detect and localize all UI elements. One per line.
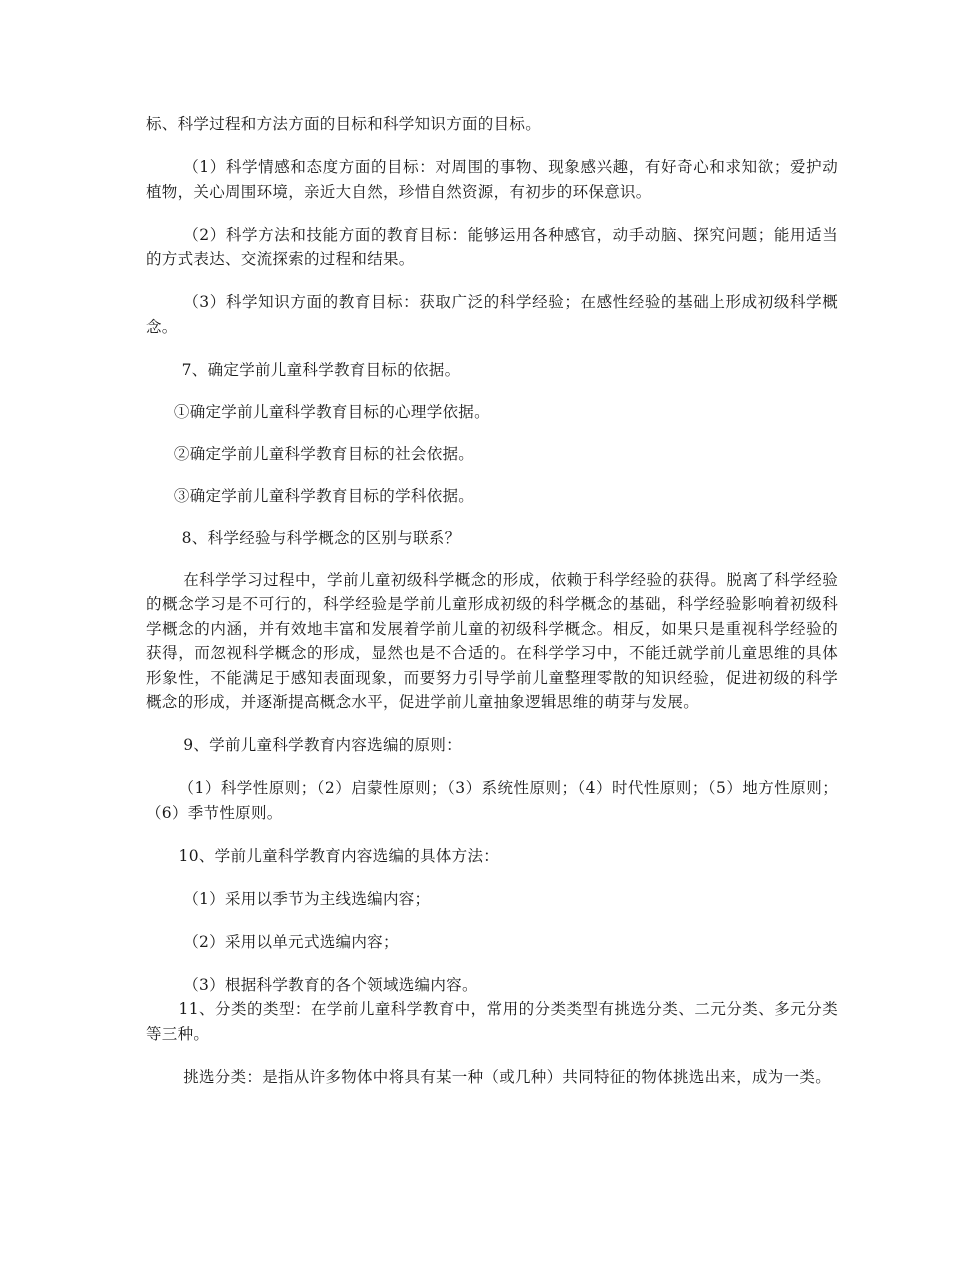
paragraph-classification-types: 11、分类的类型：在学前儿童科学教育中，常用的分类类型有挑选分类、二元分类、多元分类等三种。 (146, 1000, 838, 1043)
paragraph-goal-method-skill: （2）科学方法和技能方面的教育目标：能够运用各种感官，动手动脑、探究问题；能用适当的方式表达、交流探索的过程和结果。 (146, 225, 838, 268)
list-item-method-season: （1）采用以季节为主线选编内容； (183, 889, 431, 908)
paragraph-selection-principles: （1）科学性原则；（2）启蒙性原则；（3）系统性原则；（4）时代性原则；（5）地方性原则；（6）季节性原则。 (146, 779, 838, 822)
list-item-method-unit: （2）采用以单元式选编内容； (183, 932, 399, 951)
heading-question-9: 9、学前儿童科学教育内容选编的原则： (183, 736, 462, 754)
list-item-basis-discipline: ③确定学前儿童科学教育目标的学科依据。 (173, 486, 475, 505)
heading-question-10: 10、学前儿童科学教育内容选编的具体方法： (178, 846, 500, 865)
paragraph-goal-categories-end: 标、科学过程和方法方面的目标和科学知识方面的目标。 (146, 115, 542, 133)
paragraph-experience-concept: 在科学学习过程中，学前儿童初级科学概念的形成，依赖于科学经验的获得。脱离了科学经验的概念学习是不可行的，科学经验是学前儿童形成初级的科学概念的基础，科学经验影响着初级科学概念的内涵，并有效地丰富和发展着学前儿童的初级科学概念。相反，如果只是重视科学经验的获得，而忽视科学概念的形成，显然也是不合适的。在科学学习中，不能迁就学前儿童思维的具体形象性，不能满足于感知表面现象，而要努力引导学前儿童整理零散的知识经验，促进初级的科学概念的形成，并逐渐提高概念水平，促进学前儿童抽象逻辑思维的萌芽与发展。 (146, 570, 838, 711)
list-item-basis-psychology: ①确定学前儿童科学教育目标的心理学依据。 (173, 402, 490, 421)
paragraph-selection-classification: 挑选分类：是指从许多物体中将具有某一种（或几种）共同特征的物体挑选出来，成为一类。 (183, 1067, 831, 1086)
list-item-method-domain: （3）根据科学教育的各个领域选编内容。 (183, 975, 478, 994)
paragraph-goal-emotion-attitude: （1）科学情感和态度方面的目标：对周围的事物、现象感兴趣，有好奇心和求知欲；爱护动植物，关心周围环境，亲近大自然，珍惜自然资源，有初步的环保意识。 (146, 158, 838, 201)
list-item-basis-society: ②确定学前儿童科学教育目标的社会依据。 (173, 444, 475, 463)
paragraph-goal-knowledge: （3）科学知识方面的教育目标：获取广泛的科学经验；在感性经验的基础上形成初级科学概念。 (146, 293, 838, 336)
heading-question-8: 8、科学经验与科学概念的区别与联系？ (181, 528, 461, 547)
heading-question-7: 7、确定学前儿童科学教育目标的依据。 (181, 360, 461, 379)
document-page (146, 112, 838, 1108)
